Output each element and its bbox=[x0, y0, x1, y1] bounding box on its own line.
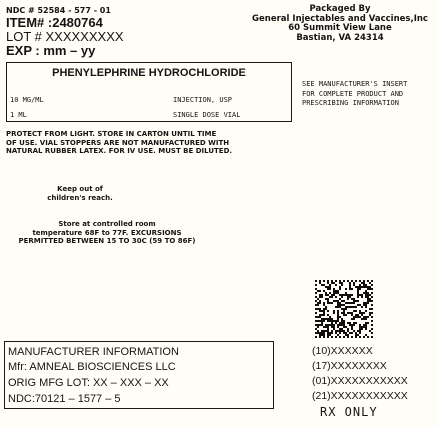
product-strength: 10 MG/ML bbox=[10, 96, 44, 104]
manufacturer-title: MANUFACTURER INFORMATION bbox=[8, 346, 179, 358]
manufacturer-ndc: NDC:70121 – 1577 – 5 bbox=[8, 393, 121, 405]
storage-line: temperature 68F to 77F. EXCURSIONS bbox=[32, 228, 182, 237]
storage-instructions bbox=[2, 220, 212, 246]
warning-text bbox=[6, 130, 232, 156]
product-name: PHENYLEPHRINE HYDROCHLORIDE bbox=[52, 67, 246, 79]
storage-line: PERMITTED BETWEEN 15 TO 30C (59 TO 86F) bbox=[18, 237, 196, 245]
product-volume: 1 ML bbox=[10, 111, 27, 119]
product-form: INJECTION, USP bbox=[173, 96, 233, 104]
rx-only: RX ONLY bbox=[320, 405, 378, 419]
warning-line: PROTECT FROM LIGHT. STORE IN CARTON UNTIL TIME bbox=[6, 130, 217, 138]
storage-line: Store at controlled room bbox=[58, 220, 156, 228]
packaged-by-block bbox=[244, 5, 436, 43]
keep-out-of-reach bbox=[20, 185, 140, 202]
expiration-date: EXP : mm – yy bbox=[6, 43, 96, 58]
code-line: (21)XXXXXXXXXXX bbox=[312, 390, 408, 402]
reach-line: children's reach. bbox=[47, 193, 113, 202]
warning-line: OF USE. VIAL STOPPERS ARE NOT MANUFACTURED WITH bbox=[6, 138, 230, 147]
reach-line: Keep out of bbox=[57, 185, 103, 193]
manufacturer-name: Mfr: AMNEAL BIOSCIENCES LLC bbox=[8, 361, 176, 373]
item-number: ITEM# :2480764 bbox=[6, 15, 103, 30]
original-lot: ORIG MFG LOT: XX – XXX – XX bbox=[8, 377, 169, 389]
lot-number: LOT # XXXXXXXXX bbox=[6, 29, 124, 44]
code-line: (17)XXXXXXXX bbox=[312, 360, 387, 372]
packager-street: 60 Summit View Lane bbox=[288, 23, 392, 33]
code-line: (01)XXXXXXXXXXX bbox=[312, 375, 408, 387]
vial-type: SINGLE DOSE VIAL bbox=[173, 111, 241, 119]
insert-note bbox=[302, 80, 407, 109]
packager-city: Bastian, VA 24314 bbox=[296, 32, 384, 43]
insert-note-line: PRESCRIBING INFORMATION bbox=[302, 99, 399, 107]
warning-line: NATURAL RUBBER LATEX. FOR IV USE. MUST BE DILUTED. bbox=[6, 147, 233, 155]
ndc-number: NDC # 52584 - 577 - 01 bbox=[6, 6, 111, 15]
datamatrix-barcode bbox=[315, 280, 373, 338]
gs1-codes bbox=[312, 344, 408, 404]
product-box bbox=[6, 62, 292, 122]
insert-note-line: FOR COMPLETE PRODUCT AND bbox=[302, 89, 404, 98]
code-line: (10)XXXXXX bbox=[312, 345, 373, 357]
insert-note-line: SEE MANUFACTURER'S INSERT bbox=[302, 80, 408, 88]
packager-name: General Injectables and Vaccines,Inc bbox=[252, 13, 428, 24]
packaged-by-label: Packaged By bbox=[309, 4, 371, 14]
manufacturer-box bbox=[4, 341, 274, 409]
